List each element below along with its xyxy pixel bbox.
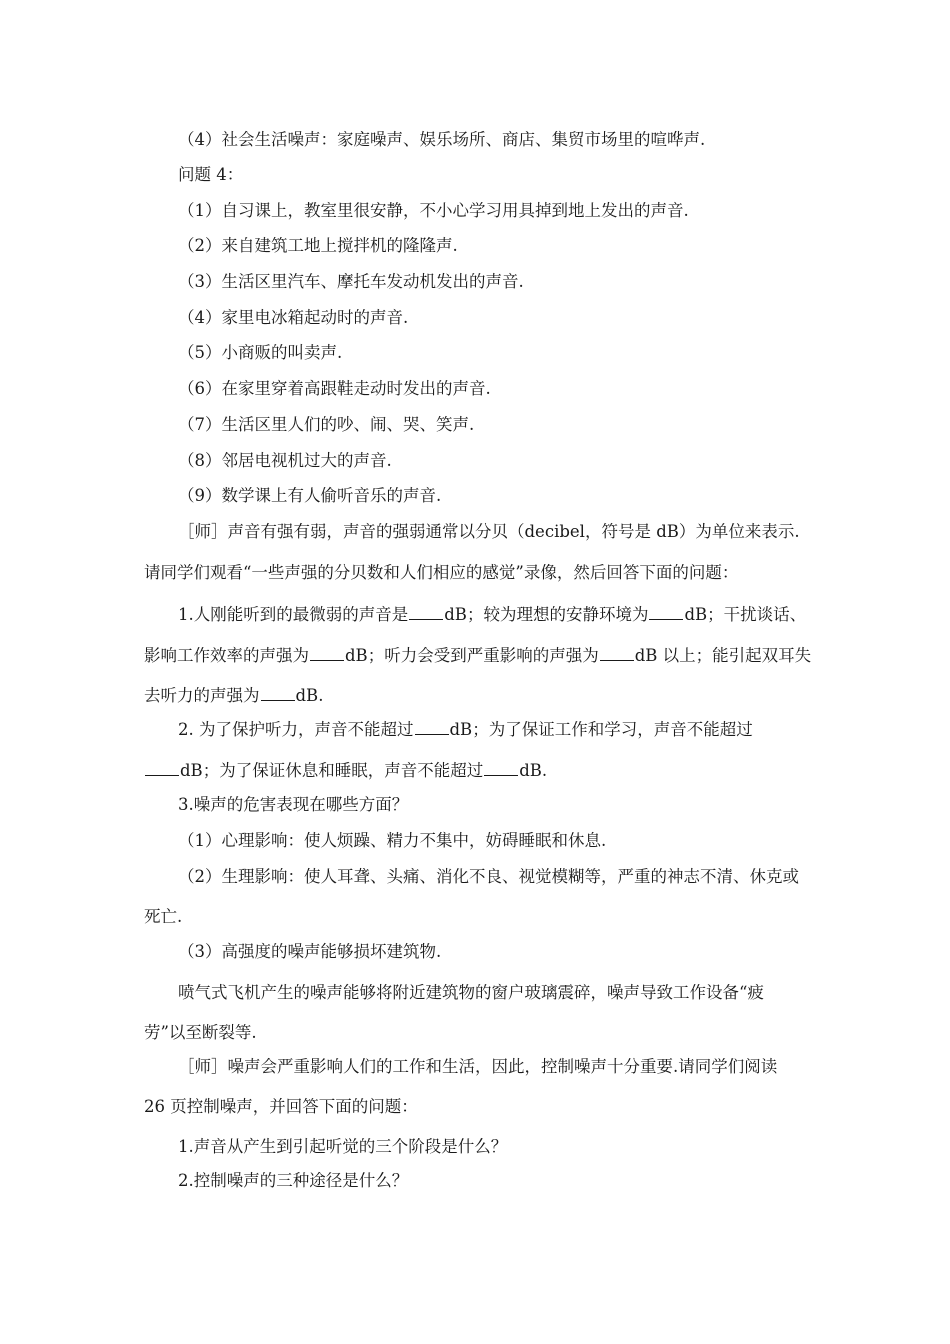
- question-4-heading: 问题 4：: [178, 165, 244, 184]
- fill-blank-line: [144, 684, 323, 707]
- answer-blank[interactable]: [600, 644, 634, 661]
- fill-blank-line: [144, 759, 547, 782]
- list-item: （2）生理影响：使人耳聋、头痛、消化不良、视觉模糊等，严重的神志不清、休克或: [178, 867, 799, 886]
- text-line: 死亡.: [144, 907, 183, 926]
- text-fragment: dB；为了保证工作和学习，声音不能超过: [449, 720, 753, 739]
- list-item: （2）来自建筑工地上搅拌机的隆隆声.: [178, 236, 458, 255]
- answer-blank[interactable]: [145, 759, 179, 776]
- question-heading: 3.噪声的危害表现在哪些方面？: [178, 795, 409, 814]
- list-item: （4）家里电冰箱起动时的声音.: [178, 308, 409, 327]
- list-item: （7）生活区里人们的吵、闹、哭、笑声.: [178, 415, 475, 434]
- paragraph-line: 劳”以至断裂等.: [144, 1023, 257, 1042]
- list-item: （3）高强度的噪声能够损坏建筑物.: [178, 942, 442, 961]
- text-line: （4）社会生活噪声：家庭噪声、娱乐场所、商店、集贸市场里的喧哗声.: [178, 130, 706, 149]
- list-item: （1）自习课上，教室里很安静，不小心学习用具掉到地上发出的声音.: [178, 201, 689, 220]
- question-line: 1.声音从产生到引起听觉的三个阶段是什么？: [178, 1137, 508, 1156]
- answer-blank[interactable]: [261, 684, 295, 701]
- text-fragment: dB；为了保证休息和睡眠，声音不能超过: [180, 761, 484, 780]
- text-line: 请同学们观看“一些声强的分贝数和人们相应的感觉”录像，然后回答下面的问题：: [144, 563, 739, 582]
- list-item: （6）在家里穿着高跟鞋走动时发出的声音.: [178, 379, 491, 398]
- list-item: （8）邻居电视机过大的声音.: [178, 451, 392, 470]
- answer-blank[interactable]: [310, 644, 344, 661]
- list-item: （5）小商贩的叫卖声.: [178, 343, 343, 362]
- paragraph-line: 26 页控制噪声，并回答下面的问题：: [144, 1097, 418, 1116]
- text-fragment: 1.人刚能听到的最微弱的声音是: [178, 605, 409, 624]
- list-item: （3）生活区里汽车、摩托车发动机发出的声音.: [178, 272, 524, 291]
- fill-blank-line: [178, 603, 806, 626]
- text-fragment: 影响工作效率的声强为: [144, 646, 309, 665]
- text-fragment: dB；较为理想的安静环境为: [444, 605, 649, 624]
- text-fragment: dB 以上；能引起双耳失: [634, 646, 812, 665]
- answer-blank[interactable]: [409, 603, 443, 620]
- answer-blank[interactable]: [484, 759, 518, 776]
- question-line: 2.控制噪声的三种途径是什么？: [178, 1171, 409, 1190]
- fill-blank-line: [178, 718, 753, 741]
- teacher-paragraph: ［师］噪声会严重影响人们的工作和生活，因此，控制噪声十分重要.请同学们阅读: [178, 1057, 778, 1076]
- list-item: （9）数学课上有人偷听音乐的声音.: [178, 486, 442, 505]
- text-fragment: dB.: [519, 761, 548, 780]
- text-fragment: dB；听力会受到严重影响的声强为: [345, 646, 599, 665]
- text-fragment: dB；干扰谈话、: [684, 605, 807, 624]
- teacher-paragraph: ［师］声音有强有弱，声音的强弱通常以分贝（decibel，符号是 dB）为单位来表示.: [178, 522, 800, 541]
- fill-blank-line: [144, 644, 811, 667]
- answer-blank[interactable]: [649, 603, 683, 620]
- list-item: （1）心理影响：使人烦躁、精力不集中，妨碍睡眠和休息.: [178, 831, 607, 850]
- text-fragment: dB.: [295, 686, 324, 705]
- paragraph-line: 喷气式飞机产生的噪声能够将附近建筑物的窗户玻璃震碎，噪声导致工作设备“疲: [178, 983, 764, 1002]
- text-fragment: 2. 为了保护听力，声音不能超过: [178, 720, 414, 739]
- text-fragment: 去听力的声强为: [144, 686, 260, 705]
- answer-blank[interactable]: [415, 718, 449, 735]
